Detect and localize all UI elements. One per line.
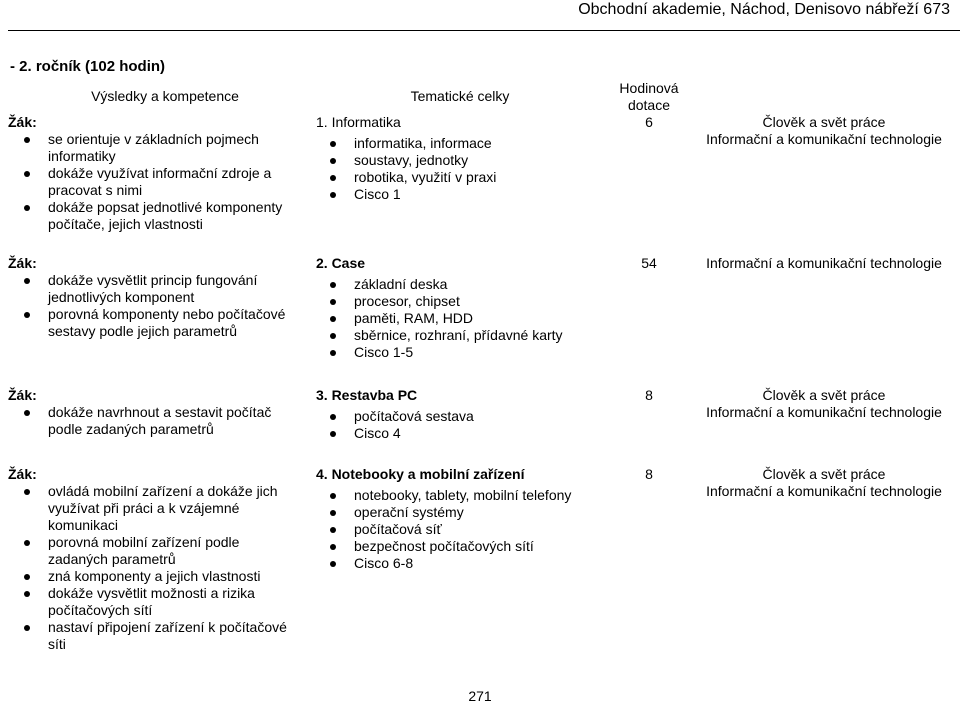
cross-link-item: Informační a komunikační technologie bbox=[706, 483, 942, 499]
hours-value: 8 bbox=[645, 387, 653, 403]
row-student-label: Žák: bbox=[8, 114, 37, 130]
outcome-item: zná komponenty a jejich vlastnosti bbox=[10, 568, 300, 585]
subtopic-item: počítačová síť bbox=[316, 521, 616, 538]
cross-link-item: Člověk a svět práce bbox=[762, 387, 886, 403]
subtopic-item: Cisco 1 bbox=[316, 186, 616, 203]
subtopic-item: robotika, využití v praxi bbox=[316, 169, 616, 186]
outcomes-list bbox=[10, 131, 300, 233]
outcome-item: dokáže vysvětlit možnosti a rizika počítačových sítí bbox=[10, 585, 300, 619]
cross-link-item: Člověk a svět práce bbox=[762, 114, 886, 130]
subtopic-item: operační systémy bbox=[316, 504, 616, 521]
page-number: 271 bbox=[468, 688, 492, 704]
subtopic-item: Cisco 6-8 bbox=[316, 555, 616, 572]
subtopic-item: Cisco 1-5 bbox=[316, 344, 616, 361]
cross-link-item: Informační a komunikační technologie bbox=[706, 131, 942, 147]
cross-links bbox=[690, 387, 958, 421]
hours-value: 6 bbox=[645, 114, 653, 130]
outcome-item: dokáže navrhnout a sestavit počítač podle zadaných parametrů bbox=[10, 404, 300, 438]
subtopic-item: bezpečnost počítačových sítí bbox=[316, 538, 616, 555]
column-header-hours-line2: dotace bbox=[627, 97, 671, 113]
topic-title: 2. Case bbox=[316, 255, 366, 271]
subtopic-item: informatika, informace bbox=[316, 135, 616, 152]
outcome-item: se orientuje v základních pojmech informatiky bbox=[10, 131, 300, 165]
subtopics-list bbox=[316, 487, 616, 572]
outcome-item: dokáže využívat informační zdroje a pracovat s nimi bbox=[10, 165, 300, 199]
outcome-item: porovná komponenty nebo počítačové sestavy podle jejich parametrů bbox=[10, 306, 300, 340]
cross-link-item: Informační a komunikační technologie bbox=[706, 404, 942, 420]
subtopics-list bbox=[316, 276, 616, 361]
subtopic-item: paměti, RAM, HDD bbox=[316, 310, 616, 327]
outcome-item: porovná mobilní zařízení podle zadaných parametrů bbox=[10, 534, 300, 568]
outcome-item: dokáže popsat jednotlivé komponenty počítače, jejich vlastnosti bbox=[10, 199, 300, 233]
column-header-hours-line1: Hodinová bbox=[619, 80, 679, 96]
cross-link-item: Člověk a svět práce bbox=[762, 466, 886, 482]
row-student-label: Žák: bbox=[8, 466, 37, 482]
outcomes-list bbox=[10, 272, 300, 340]
subtopic-item: soustavy, jednotky bbox=[316, 152, 616, 169]
subtopic-item: procesor, chipset bbox=[316, 293, 616, 310]
row-student-label: Žák: bbox=[8, 255, 37, 271]
cross-links bbox=[690, 466, 958, 500]
cross-links bbox=[690, 114, 958, 148]
subtopic-item: sběrnice, rozhraní, přídavné karty bbox=[316, 327, 616, 344]
column-header-outcomes: Výsledky a kompetence bbox=[91, 88, 239, 104]
topic-title: 4. Notebooky a mobilní zařízení bbox=[316, 466, 525, 482]
topic-title: 1. Informatika bbox=[316, 114, 401, 130]
cross-links bbox=[690, 255, 958, 272]
subtopics-list bbox=[316, 408, 616, 442]
outcomes-list bbox=[10, 483, 300, 653]
subtopic-item: notebooky, tablety, mobilní telefony bbox=[316, 487, 616, 504]
outcome-item: dokáže vysvětlit princip fungování jednotlivých komponent bbox=[10, 272, 300, 306]
cross-link-item: Informační a komunikační technologie bbox=[706, 255, 942, 271]
topic-title: 3. Restavba PC bbox=[316, 387, 418, 403]
column-header-topics: Tematické celky bbox=[410, 88, 510, 104]
hours-value: 8 bbox=[645, 466, 653, 482]
subtopic-item: Cisco 4 bbox=[316, 425, 616, 442]
school-header: Obchodní akademie, Náchod, Denisovo nábřeží 673 bbox=[578, 1, 950, 18]
column-header-hours bbox=[604, 80, 694, 114]
row-student-label: Žák: bbox=[8, 387, 37, 403]
section-title: - 2. ročník (102 hodin) bbox=[10, 58, 166, 75]
hours-value: 54 bbox=[641, 255, 657, 271]
header-rule bbox=[8, 30, 960, 31]
outcome-item: nastaví připojení zařízení k počítačové síti bbox=[10, 619, 300, 653]
subtopic-item: základní deska bbox=[316, 276, 616, 293]
outcomes-list bbox=[10, 404, 300, 438]
subtopic-item: počítačová sestava bbox=[316, 408, 616, 425]
subtopics-list bbox=[316, 135, 616, 203]
outcome-item: ovládá mobilní zařízení a dokáže jich využívat při práci a k vzájemné komunikaci bbox=[10, 483, 300, 534]
